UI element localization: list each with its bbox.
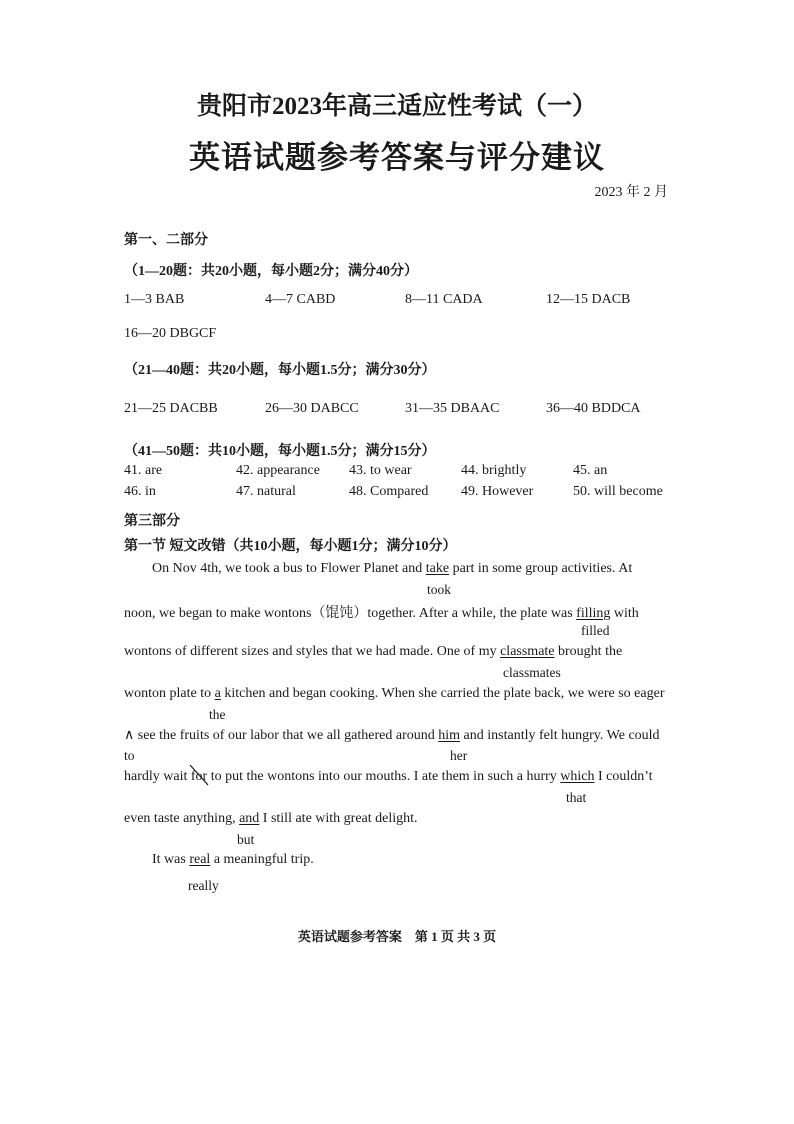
correction: took (427, 582, 452, 597)
fill-answer: 50. will become (573, 484, 663, 499)
section-title-error-correction: 第一节 短文改错（共10小题，每小题1分；满分10分） (124, 539, 457, 554)
essay-line: hardly wait for to put the wontons into our mouths. I ate them in such a hurry which I couldn’t (124, 769, 653, 785)
correction: but (237, 832, 255, 847)
answer-group: 21—25 DACBB (124, 401, 218, 416)
marked-error: and (239, 811, 260, 826)
document-subtitle: 英语试题参考答案与评分建议 (189, 140, 605, 175)
deleted-word: for (191, 769, 207, 784)
essay-line: even taste anything, and I still ate with great delight. (124, 811, 418, 826)
answer-group: 1—3 BAB (124, 292, 185, 307)
fill-answer: 42. appearance (236, 463, 320, 478)
correction: that (566, 790, 587, 805)
marked-error: a (214, 686, 221, 701)
fill-answer: 41. are (124, 463, 163, 478)
document-date: 2023 年 2 月 (594, 185, 668, 200)
answer-group: 26—30 DABCC (265, 401, 359, 416)
marked-error: him (438, 728, 461, 743)
marked-error: classmate (500, 644, 555, 659)
correction: really (188, 878, 219, 893)
scoring-note-1-20: （1—20题：共20小题，每小题2分；满分40分） (124, 264, 418, 279)
correction: filled (581, 623, 610, 638)
scoring-note-41-50: （41—50题：共10小题，每小题1.5分；满分15分） (124, 444, 436, 459)
fill-answer: 44. brightly (461, 463, 527, 478)
answer-group: 36—40 BDDCA (546, 401, 641, 416)
section-heading-part3: 第三部分 (124, 514, 180, 529)
marked-error: real (189, 852, 211, 867)
fill-answer: 45. an (573, 463, 608, 478)
fill-answer: 47. natural (236, 484, 296, 499)
correction: classmates (503, 665, 561, 680)
page-footer: 英语试题参考答案 第 1 页 共 3 页 (297, 929, 497, 944)
essay-line: wonton plate to a kitchen and began cooking. When she carried the plate back, we were so eager (124, 686, 665, 701)
essay-line: ∧ see the fruits of our labor that we all gathered around him and instantly felt hungry. We could (124, 728, 660, 743)
answer-group: 16—20 DBGCF (124, 326, 217, 341)
marked-error: filling (576, 606, 611, 621)
essay-line: wontons of different sizes and styles that we had made. One of my classmate brought the (124, 644, 623, 659)
fill-answer: 46. in (124, 484, 156, 499)
fill-answer: 43. to wear (349, 463, 412, 478)
essay-line: It was real a meaningful trip. (152, 852, 314, 867)
marked-error: which (560, 769, 595, 784)
answer-group: 8—11 CADA (405, 292, 483, 307)
answer-group: 31—35 DBAAC (405, 401, 500, 416)
scoring-note-21-40: （21—40题：共20小题，每小题1.5分；满分30分） (124, 363, 436, 378)
correction: her (450, 748, 468, 763)
answer-group: 12—15 DACB (546, 292, 631, 307)
section-heading-part12: 第一、二部分 (124, 233, 208, 248)
marked-error: take (425, 561, 450, 576)
essay-line: noon, we began to make wontons（馄饨）together. After a while, the plate was filling with (124, 606, 639, 621)
fill-answer: 49. However (461, 484, 534, 499)
correction: to (124, 748, 135, 763)
correction: the (209, 707, 226, 722)
exam-title: 贵阳市2023年高三适应性考试（一） (196, 93, 597, 120)
answer-group: 4—7 CABD (265, 292, 336, 307)
fill-answer: 48. Compared (349, 484, 429, 499)
essay-line: On Nov 4th, we took a bus to Flower Planet and take part in some group activities. At (152, 561, 633, 576)
insert-caret: ∧ (124, 728, 135, 743)
strike-mark-icon (188, 763, 210, 787)
